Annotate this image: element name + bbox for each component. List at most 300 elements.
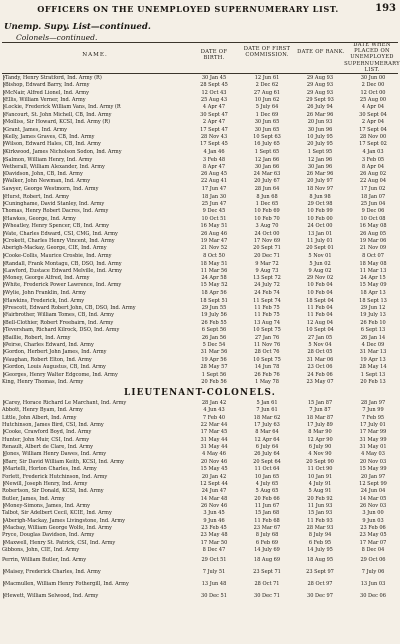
officer-name: Hutchinson, James Bird, CSI, Ind. Army — [2, 422, 104, 429]
table-row — [0, 112, 400, 119]
date-of-rank: 24 Oct 00 — [307, 223, 333, 230]
officer-name: ╠Carey, Horace Richard Le Marchant, Ind. Army — [2, 400, 127, 406]
date-of-rank: 18 Nov 97 — [306, 186, 334, 193]
date-placed-on-list: 12 Sept 99 — [359, 480, 387, 487]
date-of-birth: 28 May 57 — [200, 363, 228, 370]
date-of-birth: 4 Apr 47 — [202, 104, 226, 111]
table-row — [0, 305, 400, 312]
date-placed-on-list: 9 Dec 06 — [361, 208, 385, 215]
officer-name: ╠Walker, John Newman, Ind. Army — [2, 178, 91, 185]
date-of-birth: 23 Feb 45 — [201, 524, 227, 531]
officer-name: ╠Hewett, William Selwood, Ind. Army — [2, 593, 99, 600]
list-subtitle: Colonels—continued. — [16, 33, 98, 42]
date-of-birth: 26 Nov 46 — [200, 502, 228, 509]
date-placed-on-list: 31 May 99 — [359, 436, 387, 443]
date-of-birth: 12 Oct 43 — [201, 89, 227, 96]
table-row — [0, 335, 400, 342]
officer-name: ╠Wylie, John Franklin, Ind. Army — [2, 289, 86, 296]
date-placed-on-list: 8 Dec 04 — [361, 547, 385, 553]
date-of-rank: 29 Aug 93 — [306, 89, 334, 96]
header-rule-bottom — [2, 73, 398, 74]
date-of-birth: 17 Sept 45 — [200, 141, 228, 148]
date-of-birth: 26 Feb 55 — [201, 319, 227, 326]
date-placed-on-list: 7 Jun 99 — [362, 407, 384, 414]
date-placed-on-list: 18 Apr 13 — [360, 289, 386, 296]
date-of-first-commission: 26 July 64 — [254, 451, 280, 458]
date-of-first-commission: 10 Feb 69 — [254, 208, 280, 215]
table-row — [0, 245, 400, 252]
date-placed-on-list: 17 Sept 02 — [359, 141, 387, 148]
date-of-rank: 17 July 89 — [307, 422, 333, 429]
table-row — [0, 282, 400, 289]
officer-name: ╠White, Frederick Power Lawrence, Ind. Army — [2, 282, 122, 289]
date-of-rank: 27 Jan 05 — [307, 334, 333, 341]
table-row — [0, 466, 400, 473]
table-row — [0, 82, 400, 89]
date-of-first-commission: 23 Sept 71 — [253, 568, 281, 575]
officer-name: ╠Cooke-Collis, Maurice Crosbie, Ind. Army — [2, 252, 112, 259]
table-row — [0, 104, 400, 111]
date-placed-on-list: 3 Jun 00 — [362, 510, 384, 517]
date-of-first-commission: 11 Jun 67 — [254, 502, 280, 509]
date-placed-on-list: 30 Dec 06 — [360, 593, 386, 600]
officer-name: King, Henry Thomas, Ind. Army — [2, 379, 84, 386]
date-of-first-commission: 5 Jan 61 — [256, 400, 278, 406]
date-placed-on-list: 17 Jun 02 — [360, 186, 386, 193]
date-of-first-commission: 12 Apr 64 — [254, 436, 280, 443]
date-placed-on-list: 31 May 01 — [359, 444, 387, 451]
date-of-rank: 29 Nov 02 — [306, 275, 334, 282]
date-of-first-commission: 18 Mar 62 — [253, 414, 281, 421]
table-row — [0, 429, 400, 436]
date-placed-on-list: 24 Jun 04 — [360, 488, 386, 495]
date-placed-on-list: 21 Nov 09 — [359, 245, 387, 252]
officer-name: ╠Vaughan, Robert Elton, Ind. Army — [2, 356, 92, 363]
date-of-birth: 6 Sept 56 — [201, 326, 227, 333]
date-placed-on-list: 18 Jan 07 — [360, 193, 386, 200]
officer-name: ╠Maxwell, Henry St. Patrick, CSI, Ind. Army — [2, 539, 116, 546]
date-of-first-commission: 24 July 72 — [254, 282, 280, 289]
date-of-rank: 11 July 01 — [307, 238, 333, 244]
date-of-rank: 11 Oct 90 — [307, 466, 333, 473]
date-placed-on-list: 9 Jun 03 — [362, 517, 384, 524]
date-of-first-commission: 4 July 65 — [255, 480, 279, 487]
table-row — [0, 127, 400, 134]
date-of-birth: 26 Aug 46 — [200, 230, 228, 237]
date-placed-on-list: 19 July 13 — [360, 312, 386, 319]
date-of-first-commission: 14 Jun 78 — [254, 363, 280, 370]
table-row — [0, 238, 400, 245]
table-row — [0, 581, 400, 588]
table-row — [0, 134, 400, 141]
officer-name: ╠Crokett, Charles Henry Vincent, Ind. Army — [2, 238, 115, 244]
table-row — [0, 357, 400, 364]
date-of-rank: 12 Aug 04 — [306, 319, 334, 326]
date-of-rank: 15 Jan 93 — [307, 510, 333, 517]
date-of-birth: 30 Sept 47 — [200, 112, 228, 119]
date-of-rank: 5 Jun 02 — [309, 260, 331, 267]
date-of-rank: 4 Nov 90 — [308, 451, 332, 458]
date-of-birth: 23 May 48 — [200, 532, 228, 539]
date-of-rank: 12 Apr 90 — [307, 436, 333, 443]
officer-name: ╠Newill, Joseph Henry, Ind. Army — [2, 480, 88, 487]
table-row — [0, 407, 400, 414]
table-row — [0, 422, 400, 429]
officer-name: ╠Macmullen, William Henry Fothergill, Ind. Army — [2, 581, 129, 588]
date-of-birth: 22 Mar 44 — [200, 422, 228, 429]
officer-name: ╠Salmon, William Henry, Ind. Army — [2, 156, 93, 163]
officer-name: Sawyer, George Westmorn, Ind. Army — [2, 186, 99, 193]
table-row — [0, 327, 400, 334]
page-number: 193 — [375, 3, 396, 14]
officer-name: ╠Teversham, Richard Kilrock, DSO, Ind. Army — [2, 326, 120, 333]
date-placed-on-list: 12 Oct 00 — [360, 89, 386, 96]
officer-name: ╠Hurst, Robert, Ind. Army — [2, 193, 70, 200]
date-placed-on-list: 2 Apr 04 — [361, 119, 385, 126]
date-of-birth: 21 Nov 52 — [200, 245, 228, 252]
date-placed-on-list: 1 Sept 13 — [360, 371, 386, 378]
officer-name: Robertson, Sir Donald, KCSI, Ind. Army — [2, 488, 104, 495]
officer-name: Abbott, Henry Byam, Ind. Army — [2, 407, 83, 414]
date-of-rank: 23 Oct 06 — [307, 363, 333, 370]
date-of-rank: 15 Jan 87 — [307, 400, 333, 406]
date-of-rank: 10 July 95 — [307, 134, 333, 140]
date-of-birth: 10 Oct 51 — [201, 215, 227, 222]
table-row — [0, 503, 400, 510]
date-of-first-commission: 27 Jan 76 — [254, 334, 280, 341]
table-row — [0, 164, 400, 171]
date-of-first-commission: 17 July 63 — [254, 422, 280, 429]
page-header-title: OFFICERS ON THE UNEMPLOYED SUPERNUMERARY LIST. — [37, 4, 339, 14]
date-of-first-commission: 30 Dec 71 — [254, 593, 280, 600]
table-row — [0, 372, 400, 379]
date-of-birth: 3 Feb 48 — [202, 156, 226, 163]
officer-name: ╠Prescott, Edward Robert John, CB, DSO, Ind. Army — [2, 304, 136, 311]
date-placed-on-list: 26 Feb 10 — [360, 319, 386, 326]
date-placed-on-list: 28 Nov 00 — [359, 134, 387, 140]
date-of-first-commission: 14 July 69 — [254, 547, 280, 553]
date-of-birth: 7 July 51 — [202, 568, 226, 575]
date-of-rank: 29 Aug 93 — [306, 75, 334, 81]
officer-name: ╠Wheatley, Henry Spencer, CB, Ind. Army — [2, 223, 109, 230]
date-of-rank: 26 Mar 96 — [306, 171, 334, 178]
date-of-birth: 26 Jan 56 — [201, 334, 227, 341]
table-row — [0, 178, 400, 185]
table-row — [0, 532, 400, 539]
officer-name: ╠Kelly, James Graves, CB, Ind. Army — [2, 134, 95, 140]
date-of-birth: 30 Dec 51 — [201, 593, 227, 600]
date-of-first-commission: 3 Aug 70 — [255, 223, 279, 230]
table-row — [0, 157, 400, 164]
officer-name: Pryce, Douglas Davidson, Ind. Army — [2, 532, 95, 539]
date-placed-on-list: 23 May 05 — [359, 532, 387, 539]
table-row — [0, 379, 400, 386]
table-row — [0, 97, 400, 104]
date-of-birth: 28 Sept 45 — [200, 82, 228, 89]
table-row — [0, 194, 400, 201]
date-placed-on-list: 24 Apr 15 — [360, 275, 386, 282]
date-placed-on-list: 7 July 06 — [361, 568, 385, 575]
date-of-rank: 30 Jun 96 — [307, 126, 333, 133]
col-header-birth: DATE OF BIRTH. — [200, 49, 228, 62]
date-placed-on-list: 29 Oct 06 — [360, 557, 386, 564]
date-of-first-commission: 5 Aug 65 — [255, 488, 279, 495]
date-of-first-commission: 8 Mar 64 — [255, 429, 279, 436]
date-of-birth: 3 Jun 45 — [203, 510, 225, 517]
date-of-birth: 19 Mar 47 — [200, 238, 228, 244]
date-of-birth: 18 May 51 — [200, 260, 228, 267]
table-row — [0, 488, 400, 495]
date-of-birth: 24 Jun 47 — [201, 488, 227, 495]
date-placed-on-list: 26 Aug 05 — [359, 230, 387, 237]
officer-name: Forlett, Frederick Hutchinson, Ind. Army — [2, 473, 108, 480]
officer-name: ╠Cuninghame, David Stanley, Ind. Army — [2, 200, 105, 207]
date-of-first-commission: 30 Jan 66 — [254, 163, 280, 170]
officer-name: ╠Gordon, Louis Augustus, CB, Ind. Army — [2, 363, 106, 370]
officer-name: ╠Grant, James, Ind. Army — [2, 126, 67, 133]
table-row — [0, 290, 400, 297]
date-of-first-commission: 8 July 68 — [255, 532, 279, 539]
date-of-rank: 6 July 90 — [308, 444, 332, 451]
table-row — [0, 90, 400, 97]
officer-name: ╠Macbay, William George Wolfe, Ind. Army — [2, 524, 112, 531]
date-placed-on-list: 26 Jan 14 — [360, 334, 386, 341]
date-of-first-commission: 24 Mar 63 — [253, 171, 281, 178]
table-row — [0, 547, 400, 554]
table-row — [0, 525, 400, 532]
table-row — [0, 557, 400, 564]
date-of-rank: 11 Feb 04 — [307, 304, 333, 311]
date-placed-on-list: 23 Feb 06 — [360, 524, 386, 531]
date-placed-on-list: 20 Nov 03 — [359, 458, 387, 465]
date-of-birth: 4 Jan 46 — [203, 149, 225, 156]
table-row — [0, 364, 400, 371]
date-of-first-commission: 13 Sept 72 — [253, 275, 281, 282]
table-row — [0, 201, 400, 208]
date-of-rank: 18 Mar 87 — [306, 414, 334, 421]
date-of-first-commission: 12 Jun 61 — [254, 75, 280, 81]
date-of-first-commission: 10 Jan 65 — [254, 473, 280, 480]
date-placed-on-list: 10 Oct 08 — [360, 215, 386, 222]
date-of-rank: 28 Oct 05 — [307, 349, 333, 356]
table-row — [0, 141, 400, 148]
officer-name: Talbot, Sir Adelbert Cecil, KCIE, Ind. Army — [2, 510, 112, 517]
table-row — [0, 253, 400, 260]
date-placed-on-list: 2 Dec 00 — [361, 82, 385, 89]
date-of-rank: 20 Feb 92 — [307, 495, 333, 502]
date-of-first-commission: 6 July 64 — [255, 444, 279, 451]
date-placed-on-list: 20 Feb 13 — [360, 379, 386, 386]
date-of-birth: 15 May 45 — [200, 466, 228, 473]
table-row — [0, 349, 400, 356]
date-of-birth: 20 Feb 56 — [201, 379, 227, 386]
date-of-birth: 2 Apr 47 — [202, 119, 226, 126]
officer-name: ╠Martelli, Horton Charles, Ind. Army — [2, 466, 97, 473]
date-placed-on-list: 19 Mar 06 — [359, 238, 387, 244]
date-placed-on-list: 26 Aug 02 — [359, 171, 387, 178]
date-placed-on-list: 17 Mar 07 — [359, 539, 387, 546]
date-of-birth: 17 Jun 47 — [201, 186, 227, 193]
date-of-rank: 11 Feb 93 — [307, 517, 333, 524]
date-of-first-commission: 20 July 67 — [254, 178, 280, 185]
date-of-first-commission: 10 Sept 75 — [253, 326, 281, 333]
date-of-rank: 10 Jan 91 — [307, 473, 333, 480]
date-of-birth: 12 Sept 44 — [200, 480, 228, 487]
officer-name: ╠Hawkins, Frederick, Ind. Army — [2, 297, 85, 304]
date-of-rank: 18 Aug 95 — [306, 557, 334, 564]
date-of-rank: 8 Jun 98 — [309, 193, 331, 200]
date-of-first-commission: 1 Dec 69 — [255, 112, 279, 119]
table-row — [0, 474, 400, 481]
date-of-first-commission: 18 Aug 69 — [253, 557, 281, 564]
table-row — [0, 481, 400, 488]
date-of-rank: 8 Mar 90 — [308, 429, 332, 436]
officer-name: ╠Wilson, Edward Hales, CB, Ind. Army — [2, 141, 101, 148]
officer-name: ╠Vate, Charles Edward, CSI, CMG, Ind. Army — [2, 230, 118, 237]
table-row — [0, 186, 400, 193]
table-row — [0, 275, 400, 282]
column-headers — [0, 42, 400, 72]
col-header-first-commission: DATE OF FIRST COMMISSION. — [243, 46, 291, 59]
date-of-rank: 10 Feb 99 — [307, 208, 333, 215]
date-of-rank: 6 Feb 95 — [308, 539, 332, 546]
officer-name: ╠Bishop, Edward Barry, Ind. Army — [2, 82, 90, 89]
date-of-first-commission: 9 Aug 73 — [255, 267, 279, 274]
date-of-first-commission: 24 Oct 00 — [254, 230, 280, 237]
date-of-rank: 23 Sept 97 — [306, 568, 334, 575]
date-of-first-commission: 30 Jun 65 — [254, 119, 280, 126]
officer-name: Butler, James, Ind. Army — [2, 495, 65, 502]
date-of-birth: 17 Sept 47 — [200, 126, 228, 133]
date-of-rank: 11 Feb 04 — [307, 312, 333, 319]
table-row — [0, 518, 400, 525]
officer-name: Wetherall, William Alexander, Ind. Army — [2, 163, 105, 170]
date-of-first-commission: 16 July 65 — [254, 141, 280, 148]
date-of-rank: 26 July 94 — [307, 104, 333, 111]
date-placed-on-list: 29 Jun 12 — [360, 304, 386, 311]
officer-name: ╠Peirse, Charles Edward, Ind. Army — [2, 342, 94, 348]
date-of-first-commission: 27 Aug 61 — [253, 89, 281, 96]
date-placed-on-list: 11 Mar 13 — [359, 267, 387, 274]
date-of-birth: 30 Jan 45 — [201, 75, 227, 81]
date-of-birth: 31 May 44 — [200, 436, 228, 443]
officer-name: Renault, Albert de Clare, Ind. Army — [2, 444, 93, 451]
date-placed-on-list: 28 May 14 — [359, 363, 387, 370]
date-of-birth: 31 Mar 56 — [200, 349, 228, 356]
officer-name: Gibbons, John, CIE, Ind. Army — [2, 547, 80, 553]
officer-name: ╠Kirkwood, James Nicholson Sodon, Ind. Army — [2, 149, 122, 156]
section-title-lieutenant-colonels: LIEUTENANT-COLONELS. — [123, 388, 277, 398]
officer-name: ╠Money, George Alfred, Ind. Army — [2, 275, 90, 282]
officer-name: ╠Lawford, Eustace Edward Melville, Ind. Army — [2, 267, 122, 274]
date-of-birth: 22 Aug 41 — [200, 178, 228, 185]
date-of-first-commission: 28 Jun 64 — [254, 186, 280, 193]
date-of-birth: 16 May 51 — [200, 223, 228, 230]
date-of-birth: 4 Jun 43 — [203, 407, 225, 414]
date-of-birth: 4 May 46 — [202, 451, 226, 458]
date-placed-on-list: 17 Mar 99 — [359, 429, 387, 436]
table-row — [0, 510, 400, 517]
date-of-rank: 5 Nov 01 — [308, 252, 332, 259]
date-of-birth: 13 Jun 48 — [201, 581, 227, 588]
date-of-birth: 20 Nov 46 — [200, 458, 228, 465]
table-row — [0, 268, 400, 275]
date-of-first-commission: 12 Jan 66 — [254, 156, 280, 163]
date-of-rank: 20 Sept 90 — [306, 458, 334, 465]
officer-name: ╠Fairbrother, William Tomes, CB, Ind. Army — [2, 312, 114, 319]
date-of-birth: 7 Feb 40 — [202, 414, 226, 421]
officer-name: ╠Davidson, John, CB, Ind. Army — [2, 171, 83, 178]
date-of-first-commission: 11 Feb 75 — [254, 304, 280, 311]
table-row — [0, 569, 400, 576]
date-of-first-commission: 10 Jun 62 — [254, 96, 280, 103]
date-of-birth: 18 Sept 51 — [200, 297, 228, 304]
col-header-rank: DATE OF RANK. — [297, 49, 345, 55]
officer-name: ╠Randall, Frank Montagu, CB, DSO, Ind. Army — [2, 260, 122, 267]
table-row — [0, 540, 400, 547]
date-of-birth: 28 Jan 42 — [201, 400, 227, 406]
date-of-birth: 25 Jun 47 — [201, 200, 227, 207]
date-placed-on-list: 4 May 03 — [361, 451, 385, 458]
officer-name: ╠Cooke, Crawford Boyd, Ind. Army — [2, 429, 92, 436]
date-of-first-commission: 20 Dec 71 — [254, 252, 280, 259]
table-row — [0, 261, 400, 268]
officer-name: Little, John Albert, Ind. Army — [2, 414, 77, 421]
date-of-rank: 29 Oct 98 — [307, 200, 333, 207]
date-of-rank: 9 Aug 02 — [308, 267, 332, 274]
date-placed-on-list: 31 Mar 13 — [359, 349, 387, 356]
date-of-first-commission: 10 Sept 63 — [253, 134, 281, 140]
date-of-rank: 18 Sept 04 — [306, 297, 334, 304]
date-of-first-commission: 13 Aug 74 — [253, 319, 281, 326]
date-of-birth: 8 Oct 50 — [203, 252, 225, 259]
date-placed-on-list: 15 May 99 — [359, 466, 387, 473]
date-placed-on-list: 13 Jun 03 — [360, 581, 386, 588]
date-of-first-commission: 28 Oct 76 — [254, 349, 280, 356]
date-of-birth: 26 Aug 45 — [200, 171, 228, 178]
date-placed-on-list: 17 Sept 04 — [359, 126, 387, 133]
date-of-birth: 24 Apr 58 — [201, 275, 227, 282]
list-title: Unemp. Supy. List—continued. — [4, 22, 151, 32]
date-of-first-commission: 1 May 78 — [255, 379, 279, 386]
officer-name: Thomas, Henry Robert Dacres, Ind. Army — [2, 208, 109, 215]
date-of-first-commission: 23 Mar 67 — [253, 524, 281, 531]
date-of-first-commission: 2 Dec 62 — [255, 82, 279, 89]
date-of-first-commission: 6 Feb 69 — [255, 539, 279, 546]
date-placed-on-list: 22 Aug 04 — [359, 178, 387, 185]
table-row — [0, 119, 400, 126]
date-of-rank: 29 Aug 93 — [306, 82, 334, 89]
date-of-birth: 28 Nov 43 — [200, 134, 228, 140]
date-of-birth: 15 May 52 — [200, 282, 228, 289]
date-of-birth: 19 Apr 56 — [201, 356, 227, 363]
table-row — [0, 312, 400, 319]
date-placed-on-list: 4 Apr 04 — [361, 104, 385, 111]
date-of-first-commission: 11 Feb 68 — [254, 517, 280, 524]
officer-name: ╠McNair, Alfred Lionel, Ind. Army — [2, 89, 89, 96]
date-of-rank: 11 Jun 93 — [307, 502, 333, 509]
date-of-birth: 17 Mar 45 — [200, 429, 228, 436]
date-of-first-commission: 1 Dec 65 — [255, 200, 279, 207]
date-placed-on-list: 8 Oct 07 — [362, 252, 384, 259]
officer-name: ╠Molliss, Sir Howard, KCSI, Ind. Army (R) — [2, 119, 111, 126]
officer-name: ╠Jones, William Henry Dawes, Ind. Army — [2, 451, 107, 458]
date-placed-on-list: 18 May 08 — [359, 260, 387, 267]
table-row — [0, 437, 400, 444]
page-header — [0, 4, 400, 18]
table-row — [0, 451, 400, 458]
date-of-birth: 25 Aug 43 — [200, 96, 228, 103]
